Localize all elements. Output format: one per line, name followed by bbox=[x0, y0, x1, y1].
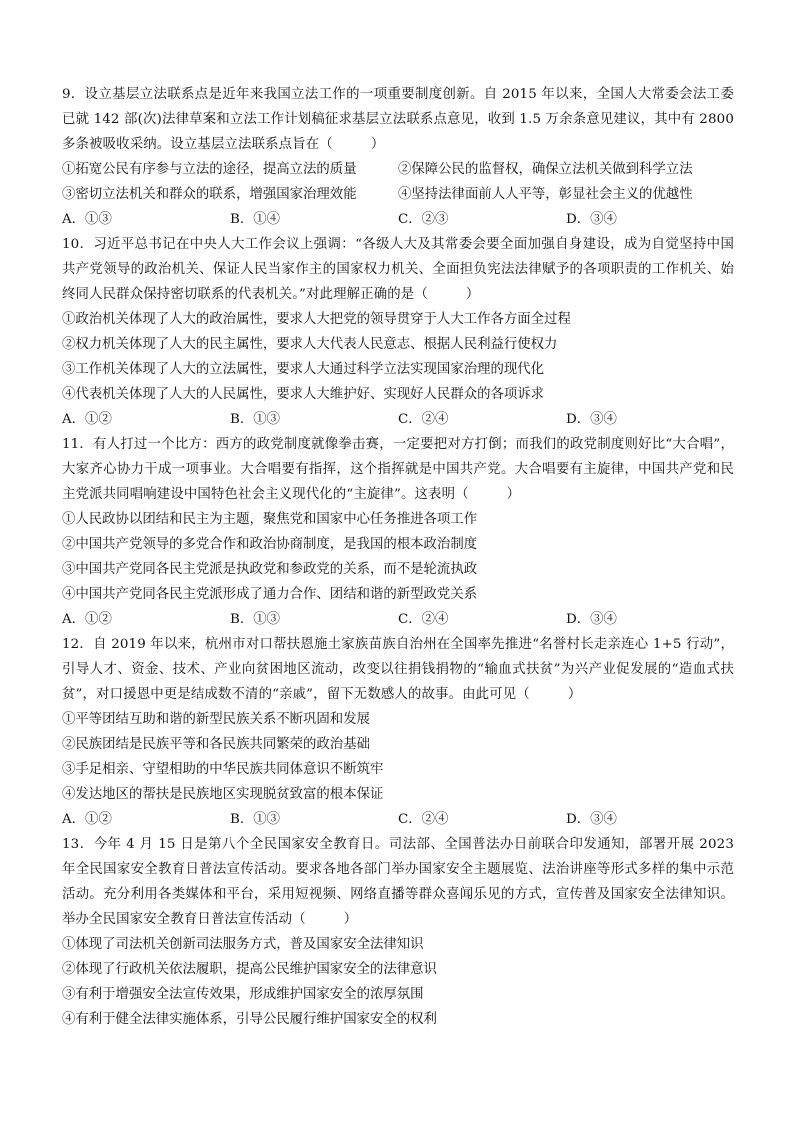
question-9 bbox=[62, 82, 734, 232]
statement-4: ④坚持法律面前人人平等，彰显社会主义的优越性 bbox=[398, 187, 693, 202]
choice-a[interactable]: A．①③ bbox=[62, 212, 112, 227]
choice-b[interactable]: B．①④ bbox=[230, 212, 281, 227]
question-stem bbox=[62, 832, 734, 932]
question-10 bbox=[62, 232, 734, 432]
choice-d[interactable]: D．③④ bbox=[566, 612, 617, 627]
question-11 bbox=[62, 432, 734, 632]
choice-a[interactable]: A．①② bbox=[62, 612, 112, 627]
statement-list bbox=[62, 157, 734, 207]
question-stem bbox=[62, 82, 734, 157]
statement-3: ③工作机关体现了人大的立法属性，要求人大通过科学立法实现国家治理的现代化 bbox=[62, 362, 545, 377]
choice-b[interactable]: B．①③ bbox=[230, 412, 281, 427]
stem-end: ） bbox=[567, 687, 582, 702]
stem-text: 10．习近平总书记在中央人大工作会议上强调：“各级人大及其常委会要全面加强自身建设，成为自觉坚持中国共产党领导的政治机关、保证人民当家作主的国家权力机关、全面担负宪法法律赋予的各项职责的工作机关、始终同人民群众保持密切联系的代表机关。”对此理解正确的是（ bbox=[62, 237, 734, 302]
statement-3: ③中国共产党同各民主党派是执政党和参政党的关系，而不是轮流执政 bbox=[62, 562, 478, 577]
choice-b[interactable]: B．①③ bbox=[230, 812, 281, 827]
statement-1: ①政治机关体现了人大的政治属性，要求人大把党的领导贯穿于人大工作各方面全过程 bbox=[62, 312, 571, 327]
statement-4: ④有利于健全法律实施体系，引导公民履行维护国家安全的权利 bbox=[62, 1012, 437, 1027]
choice-a[interactable]: A．①② bbox=[62, 412, 112, 427]
choice-d[interactable]: D．③④ bbox=[566, 212, 617, 227]
statement-2: ②体现了行政机关依法履职，提高公民维护国家安全的法律意识 bbox=[62, 962, 437, 977]
stem-end: ） bbox=[465, 287, 480, 302]
statement-4: ④发达地区的帮扶是民族地区实现脱贫致富的根本保证 bbox=[62, 787, 384, 802]
question-12 bbox=[62, 632, 734, 832]
question-stem bbox=[62, 632, 734, 707]
choice-c[interactable]: C．②④ bbox=[398, 412, 449, 427]
statement-3: ③手足相亲、守望相助的中华民族共同体意识不断筑牢 bbox=[62, 762, 384, 777]
statement-4: ④代表机关体现了人大的人民属性，要求人大维护好、实现好人民群众的各项诉求 bbox=[62, 387, 545, 402]
statement-3: ③有利于增强安全法宣传效果，形成维护国家安全的浓厚氛围 bbox=[62, 987, 424, 1002]
question-13 bbox=[62, 832, 734, 1032]
choice-c[interactable]: C．②④ bbox=[398, 812, 449, 827]
statement-2: ②权力机关体现了人大的民主属性，要求人大代表人民意志、根据人民利益行使权力 bbox=[62, 337, 558, 352]
statement-1: ①体现了司法机关创新司法服务方式，普及国家安全法律知识 bbox=[62, 937, 424, 952]
stem-end: ） bbox=[370, 137, 385, 152]
choice-list bbox=[62, 607, 734, 632]
statement-3: ③密切立法机关和群众的联系，增强国家治理效能 bbox=[62, 187, 357, 202]
statement-2: ②保障公民的监督权，确保立法机关做到科学立法 bbox=[398, 162, 693, 177]
choice-list bbox=[62, 807, 734, 832]
question-stem bbox=[62, 232, 734, 307]
statement-1: ①拓宽公民有序参与立法的途径，提高立法的质量 bbox=[62, 162, 357, 177]
stem-text: 9．设立基层立法联系点是近年来我国立法工作的一项重要制度创新。自 2015 年以来，全国人大常委会法工委已就 142 部(次)法律草案和立法工作计划稿征求基层立法联系点意见，收到 1.5 万余条意见建议，其中有 2800 多条被吸收采纳。设立基层立法联系点旨在（ bbox=[62, 87, 734, 152]
choice-a[interactable]: A．①② bbox=[62, 812, 112, 827]
choice-d[interactable]: D．③④ bbox=[566, 412, 617, 427]
stem-text: 13．今年 4 月 15 日是第八个全民国家安全教育日。司法部、全国普法办日前联合印发通知，部署开展 2023 年全民国家安全教育日普法宣传活动。要求各地各部门举办国家安全主题展览、法治讲座等形式多样的集中示范活动。充分利用各类媒体和平台，采用短视频、网络直播等群众喜闻乐见的方式，宣传普及国家安全法律知识。举办全民国家安全教育日普法宣传活动（ bbox=[62, 837, 734, 927]
statement-1: ①平等团结互助和谐的新型民族关系不断巩固和发展 bbox=[62, 712, 370, 727]
choice-b[interactable]: B．①③ bbox=[230, 612, 281, 627]
statement-1: ①人民政协以团结和民主为主题，聚焦党和国家中心任务推进各项工作 bbox=[62, 512, 478, 527]
choice-d[interactable]: D．③④ bbox=[566, 812, 617, 827]
stem-end: ） bbox=[506, 487, 521, 502]
question-stem bbox=[62, 432, 734, 507]
statement-2: ②民族团结是民族平等和各民族共同繁荣的政治基础 bbox=[62, 737, 370, 752]
exam-page bbox=[62, 82, 734, 1032]
choice-c[interactable]: C．②④ bbox=[398, 612, 449, 627]
stem-text: 11．有人打过一个比方：西方的政党制度就像拳击赛，一定要把对方打倒；而我们的政党制度则好比“大合唱”，大家齐心协力干成一项事业。大合唱要有指挥，这个指挥就是中国共产党。大合唱要有主旋律，中国共产党和民主党派共同唱响建设中国特色社会主义现代化的“主旋律”。这表明（ bbox=[62, 437, 734, 502]
statement-4: ④中国共产党同各民主党派形成了通力合作、团结和谐的新型政党关系 bbox=[62, 587, 478, 602]
statement-2: ②中国共产党领导的多党合作和政治协商制度，是我国的根本政治制度 bbox=[62, 537, 478, 552]
stem-end: ） bbox=[343, 912, 358, 927]
choice-c[interactable]: C．②③ bbox=[398, 212, 449, 227]
stem-text: 12．自 2019 年以来，杭州市对口帮扶恩施土家族苗族自治州在全国率先推进“名誉村长走亲连心 1+5 行动”，引导人才、资金、技术、产业向贫困地区流动，改变以往捐钱捐物的“输血式扶贫”为兴产业促发展的“造血式扶贫”，对口援恩中更是结成数不清的“亲戚”，留下无数感人的故事。由此可见（ bbox=[62, 637, 734, 702]
choice-list bbox=[62, 407, 734, 432]
choice-list bbox=[62, 207, 734, 232]
